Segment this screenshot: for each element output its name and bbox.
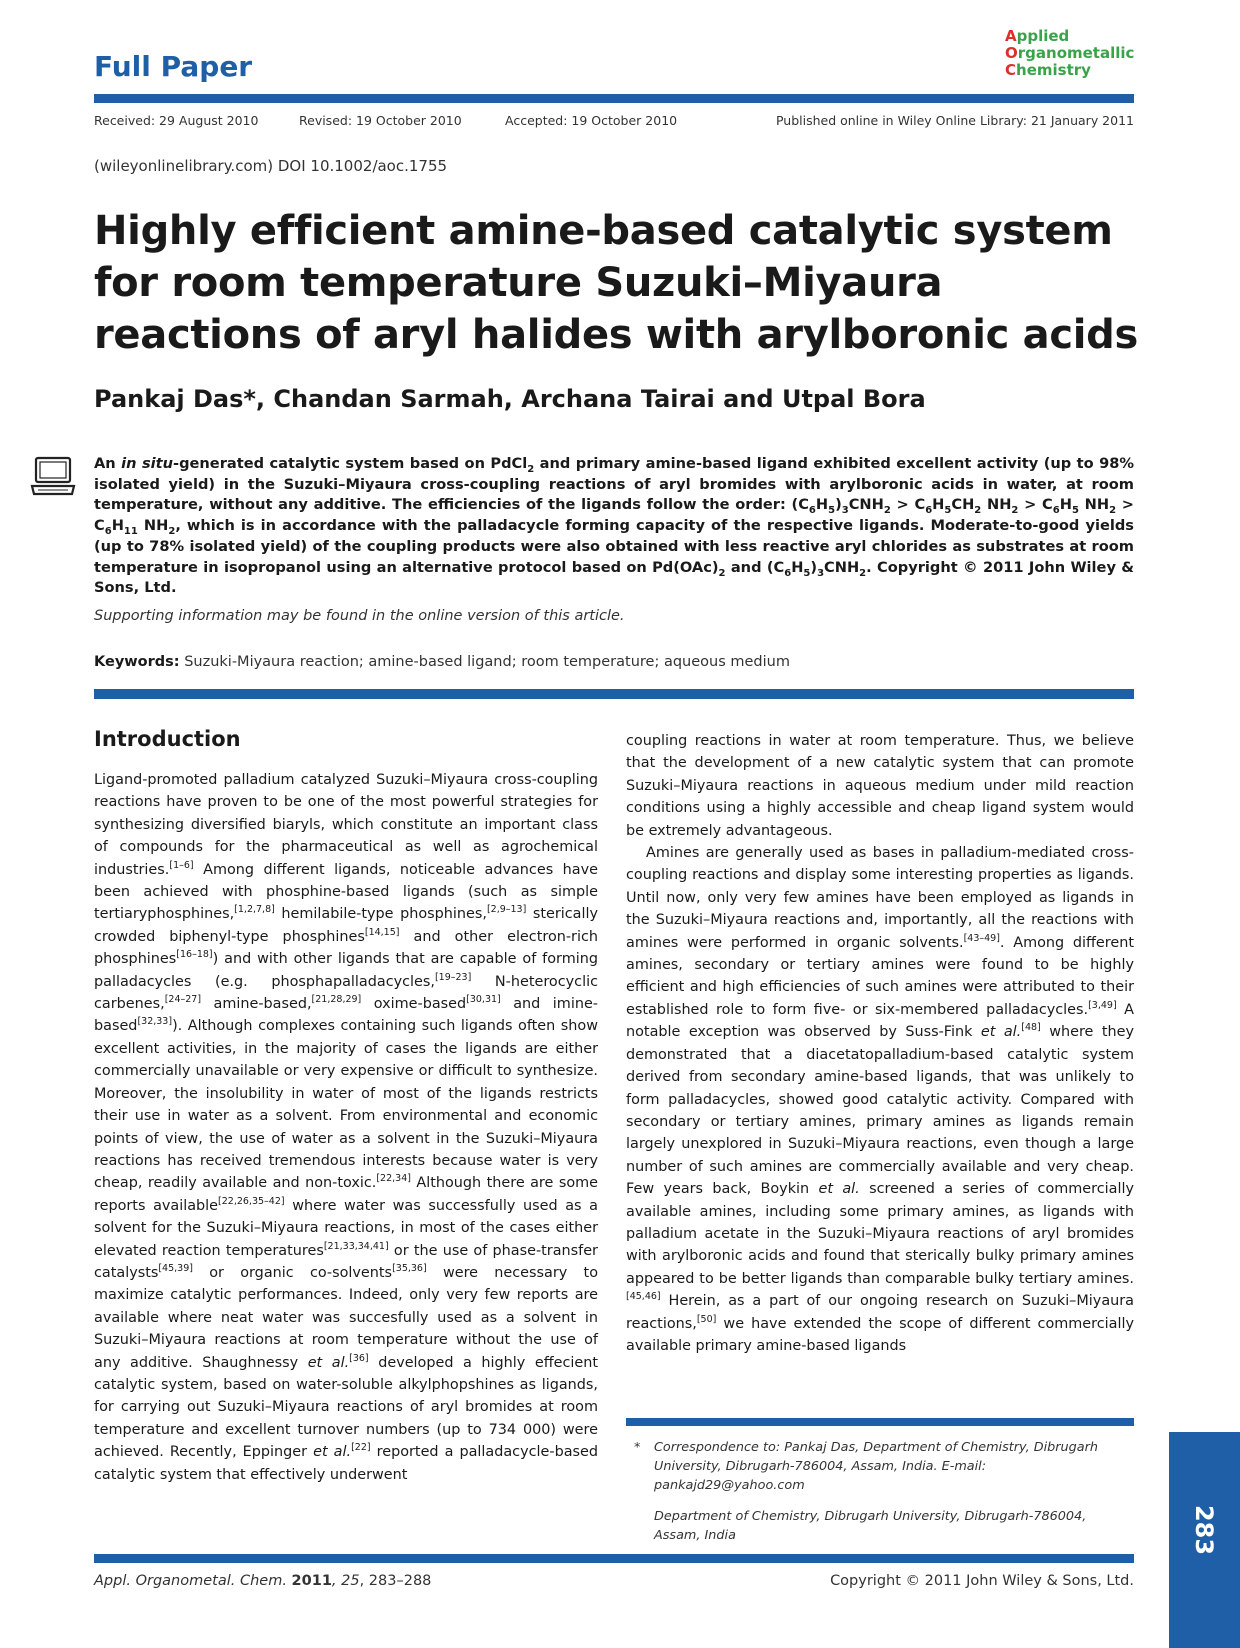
intro-heading: Introduction xyxy=(94,727,241,751)
accepted-date: Accepted: 19 October 2010 xyxy=(505,113,678,128)
intro-paragraph-1: Ligand-promoted palladium catalyzed Suzuki–Miyaura cross-coupling reactions have proven to be one of the most powerful strategies for synthesizing diversified biaryls, which constitute an important class of compounds for the pharmaceutical as well as agrochemical industries.[1–6] Among different ligands, noticeable advances have been achieved with phosphine-based ligands (such as simple tertiaryphosphines,[1,2,7,8] hemilabile-type phosphines,[2,9–13] sterically crowded biphenyl-type phosphines[14,15] and other electron-rich phosphines[16–18]) and with other ligands that are capable of forming palladacycles (e.g. phosphapalladacycles,[19–23] N-heterocyclic carbenes,[24–27] amine-based,[21,28,29] oxime-based[30,31] and imine-based[32,33]). Although complexes containing such ligands often show excellent activities, in the majority of cases the ligands are either commercially unavailable or very expensive or difficult to synthesize. Moreover, the insolubility in water of most of the ligands restricts their use in water as a solvent. From environmental and economic points of view, the use of water as a solvent in the Suzuki–Miyaura reactions has received tremendous interests because water is very cheap, readily available and non-toxic.[22,34] Although there are some reports available[22,26,35–42] where water was successfully used as a solvent for the Suzuki–Miyaura reactions, in most of the cases either elevated reaction temperatures[21,33,34,41] or the use of phase-transfer catalysts[45,39] or organic co-solvents[35,36] were necessary to maximize catalytic performances. Indeed, only very few reports are available where neat water was succesfully used as a solvent in Suzuki–Miyaura reactions at room temperature without the use of any additive. Shaughnessy et al.[36] developed a highly effecient catalytic system, based on water-soluble alkylphopshines as ligands, for carrying out Suzuki–Miyaura reactions of aryl bromides at room temperature and excellent turnover numbers (up to 734 000) were achieved. Recently, Eppinger et al.[22] reported a palladacycle-based catalytic system that effectively underwent xyxy=(94,772,599,1483)
footer-rule xyxy=(94,1554,1134,1563)
keywords-label: Keywords: xyxy=(94,654,180,670)
journal-citation: Appl. Organometal. Chem. 2011, 25, 283–288 xyxy=(94,1573,432,1589)
footnote-rule xyxy=(626,1418,1134,1426)
left-column xyxy=(94,769,598,1486)
received-date: Received: 29 August 2010 xyxy=(94,113,259,128)
intro-paragraph-2: Amines are generally used as bases in palladium-mediated cross-coupling reactions and display some interesting properties as ligands. Until now, only very few amines have been employed as ligands in the Suzuki–Miyaura reactions and, importantly, all the reactions with amines were performed in organic solvents.[43–49]. Among different amines, secondary or tertiary amines were found to be highly efficient and high efficiencies of such amines were attributed to their established role to form five- or six-membered palladacycles.[3,49] A notable exception was observed by Suss-Fink et al.[48] where they demonstrated that a diacetatopalladium-based catalytic system derived from secondary amine-based ligands, that was unlikely to form palladacycles, showed good catalytic activity. Compared with secondary or tertiary amines, primary amines as ligands remain largely unexplored in Suzuki–Miyaura reactions, even though a large number of such amines are commercially available and very cheap. Few years back, Boykin et al. screened a series of commercially available amines, including some primary amines, as ligands with palladium acetate in the Suzuki–Miyaura reactions of aryl bromides with arylboronic acids and found that sterically bulky primary amines appeared to be better ligands than comparable bulky tertiary amines.[45,46] Herein, as a part of our ongoing research on Suzuki–Miyaura reactions,[50] we have extended the scope of different commercially available primary amine-based ligands xyxy=(626,845,1135,1354)
keywords-value: Suzuki-Miyaura reaction; amine-based ligand; room temperature; aqueous medium xyxy=(179,654,790,670)
abstract: An in situ-generated catalytic system based on PdCl$_2$ and primary amine-based ligand exhibited excellent activity (up to 98% isolated yield) in the Suzuki–Miyaura cross-coupling reactions of aryl bromides with arylboronic acids in water, at room temperature, without any additive. The efficiencies of the ligands follow the order: $(C_6H_5)_3CNH_2 > C_6H_5CH_2$ $NH_2 > C_6H_5$ $NH_2 > C_6H_{11}$ $NH_2$, which is in accordance with the palladacycle forming capacity of the respective ligands. Moderate-to-good yields (up to 78% isolated yield) of the coupling products were also obtained with less reactive aryl chlorides as substrates at room temperature in isopropanol using an alternative protocol based on $Pd(OAc)_2$ and $(C_6H_5)_3CNH_2$. Copyright © 2011 John Wiley & Sons, Ltd. xyxy=(94,455,1135,597)
footer-copyright: Copyright © 2011 John Wiley & Sons, Ltd. xyxy=(830,1573,1134,1589)
correspondence-footnote xyxy=(626,1438,1134,1557)
doi-line: (wileyonlinelibrary.com) DOI 10.1002/aoc.1755 xyxy=(94,157,448,175)
section-rule xyxy=(94,689,1134,699)
affiliation-text: Department of Chemistry, Dibrugarh University, Dibrugarh-786004, Assam, India xyxy=(654,1509,1087,1543)
logo-word-applied: Applied xyxy=(1005,27,1070,45)
header-rule xyxy=(94,94,1134,103)
supporting-info-note: Supporting information may be found in the online version of this article. xyxy=(94,608,625,624)
section-label: Full Paper xyxy=(94,50,253,83)
correspondence-text: * Correspondence to: Pankaj Das, Department of Chemistry, Dibrugarh University, Dibrugarh-786004, Assam, India. E-mail: pankajd29@yahoo.com xyxy=(634,1440,1098,1493)
logo-word-organometallic: Organometallic xyxy=(1005,44,1135,62)
page-number: 283 xyxy=(1190,1504,1218,1556)
author-list: Pankaj Das*, Chandan Sarmah, Archana Tairai and Utpal Bora xyxy=(94,385,926,413)
revised-date: Revised: 19 October 2010 xyxy=(299,113,462,128)
right-column xyxy=(626,730,1134,1357)
keywords xyxy=(94,654,1134,670)
published-date: Published online in Wiley Online Library: 21 January 2011 xyxy=(775,113,1134,128)
logo-word-chemistry: Chemistry xyxy=(1005,61,1091,79)
journal-logo xyxy=(1005,28,1134,79)
laptop-icon xyxy=(30,456,76,498)
intro-paragraph-continued: coupling reactions in water at room temperature. Thus, we believe that the development of a new catalytic system that can promote Suzuki–Miyaura reactions in aqueous medium under mild reaction conditions using a highly accessible and cheap ligand system would be extremely advantageous. xyxy=(626,733,1134,839)
paper-title: Highly efficient amine-based catalytic system for room temperature Suzuki–Miyaura reactions of aryl halides with arylboronic acids xyxy=(94,208,1138,358)
